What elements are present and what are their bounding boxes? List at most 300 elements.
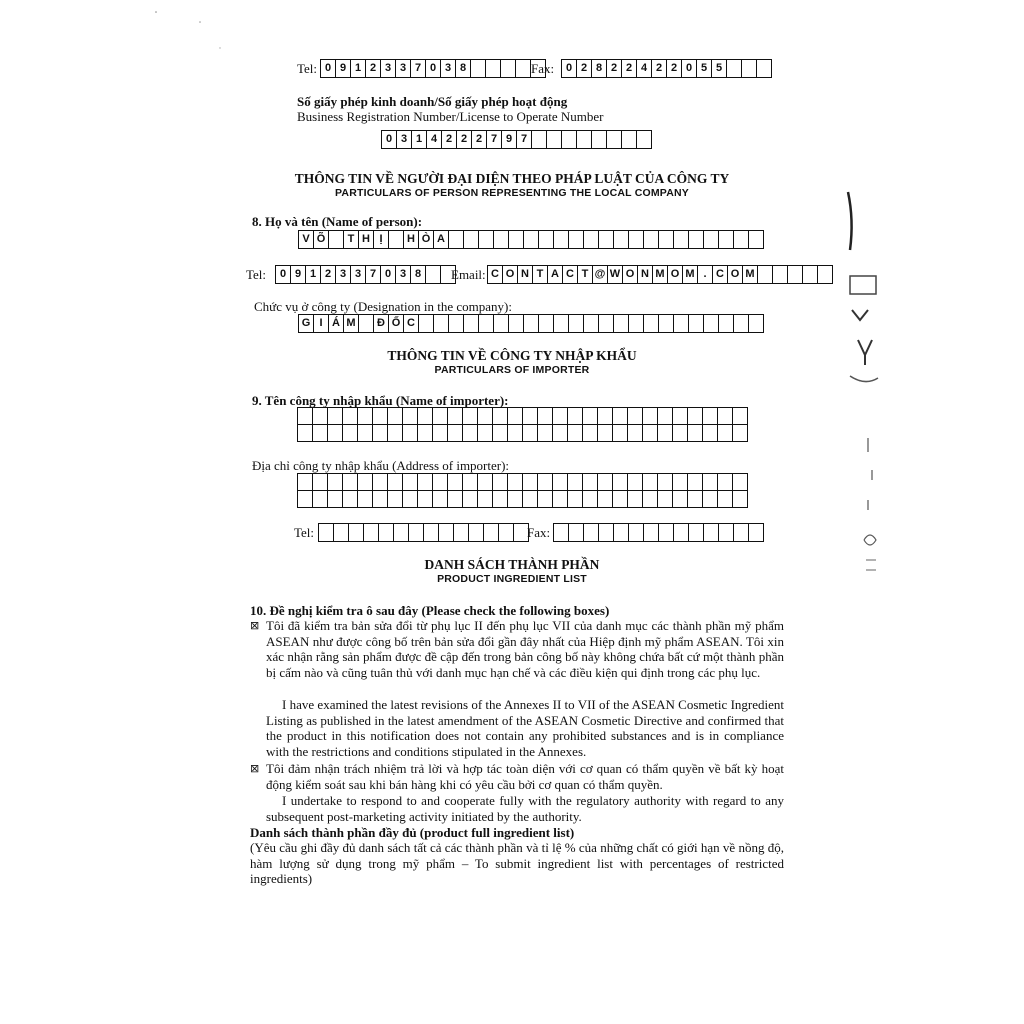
char-box[interactable]: 3 xyxy=(335,265,351,284)
grid-cell[interactable] xyxy=(732,490,748,508)
grid-cell[interactable] xyxy=(372,424,388,442)
char-box[interactable]: O xyxy=(667,265,683,284)
char-box[interactable]: 0 xyxy=(425,59,441,78)
char-box[interactable] xyxy=(468,523,484,542)
char-box[interactable] xyxy=(772,265,788,284)
char-box[interactable] xyxy=(493,230,509,249)
grid-cell[interactable] xyxy=(567,473,583,491)
grid-cell[interactable] xyxy=(312,473,328,491)
char-box[interactable] xyxy=(748,230,764,249)
char-box[interactable] xyxy=(613,314,629,333)
char-box[interactable]: 9 xyxy=(335,59,351,78)
char-box[interactable] xyxy=(515,59,531,78)
char-box[interactable]: 1 xyxy=(350,59,366,78)
char-box[interactable]: . xyxy=(697,265,713,284)
char-box[interactable] xyxy=(483,523,499,542)
char-box[interactable]: Á xyxy=(328,314,344,333)
grid-cell[interactable] xyxy=(402,407,418,425)
char-box[interactable]: 8 xyxy=(455,59,471,78)
char-box[interactable] xyxy=(583,314,599,333)
grid-cell[interactable] xyxy=(432,407,448,425)
char-box[interactable]: G xyxy=(298,314,314,333)
grid-cell[interactable] xyxy=(672,490,688,508)
grid-cell[interactable] xyxy=(522,424,538,442)
char-box[interactable]: C xyxy=(712,265,728,284)
char-box[interactable]: 7 xyxy=(486,130,502,149)
char-box[interactable] xyxy=(703,230,719,249)
char-box[interactable] xyxy=(363,523,379,542)
grid-cell[interactable] xyxy=(447,407,463,425)
grid-cell[interactable] xyxy=(492,490,508,508)
char-box[interactable] xyxy=(583,230,599,249)
grid-cell[interactable] xyxy=(462,424,478,442)
char-box[interactable] xyxy=(643,230,659,249)
grid-cell[interactable] xyxy=(687,407,703,425)
char-box[interactable] xyxy=(333,523,349,542)
char-box[interactable] xyxy=(628,523,644,542)
grid-cell[interactable] xyxy=(702,490,718,508)
char-box[interactable] xyxy=(500,59,516,78)
char-box[interactable]: M xyxy=(652,265,668,284)
char-box[interactable] xyxy=(568,230,584,249)
char-box[interactable]: 9 xyxy=(501,130,517,149)
char-box[interactable] xyxy=(478,314,494,333)
char-box[interactable]: C xyxy=(562,265,578,284)
grid-cell[interactable] xyxy=(597,407,613,425)
char-box[interactable] xyxy=(538,230,554,249)
char-box[interactable] xyxy=(636,130,652,149)
char-box[interactable]: O xyxy=(622,265,638,284)
char-box[interactable] xyxy=(378,523,394,542)
char-box[interactable]: M xyxy=(343,314,359,333)
grid-cell[interactable] xyxy=(387,424,403,442)
char-box[interactable]: 0 xyxy=(380,265,396,284)
grid-cell[interactable] xyxy=(447,424,463,442)
char-box[interactable]: 8 xyxy=(410,265,426,284)
char-box[interactable]: A xyxy=(547,265,563,284)
char-box[interactable]: Õ xyxy=(313,230,329,249)
grid-cell[interactable] xyxy=(567,490,583,508)
char-box[interactable] xyxy=(553,523,569,542)
grid-cell[interactable] xyxy=(342,407,358,425)
grid-cell[interactable] xyxy=(732,473,748,491)
grid-cell[interactable] xyxy=(732,424,748,442)
char-box[interactable]: 3 xyxy=(350,265,366,284)
char-box[interactable] xyxy=(508,314,524,333)
char-box[interactable]: 0 xyxy=(320,59,336,78)
char-box[interactable] xyxy=(508,230,524,249)
grid-cell[interactable] xyxy=(462,407,478,425)
char-box[interactable] xyxy=(423,523,439,542)
char-box[interactable]: 4 xyxy=(636,59,652,78)
char-box[interactable]: 2 xyxy=(651,59,667,78)
grid-cell[interactable] xyxy=(552,407,568,425)
char-box[interactable]: 7 xyxy=(410,59,426,78)
char-box[interactable] xyxy=(718,314,734,333)
char-box[interactable]: 5 xyxy=(711,59,727,78)
char-box[interactable] xyxy=(328,230,344,249)
char-box[interactable] xyxy=(523,314,539,333)
grid-cell[interactable] xyxy=(582,407,598,425)
char-box[interactable] xyxy=(523,230,539,249)
char-box[interactable] xyxy=(498,523,514,542)
char-box[interactable] xyxy=(478,230,494,249)
grid-cell[interactable] xyxy=(702,424,718,442)
char-box[interactable] xyxy=(673,314,689,333)
grid-cell[interactable] xyxy=(567,424,583,442)
grid-cell[interactable] xyxy=(357,473,373,491)
grid-cell[interactable] xyxy=(417,407,433,425)
grid-cell[interactable] xyxy=(717,424,733,442)
grid-cell[interactable] xyxy=(297,490,313,508)
grid-cell[interactable] xyxy=(312,407,328,425)
grid-cell[interactable] xyxy=(492,407,508,425)
char-box[interactable] xyxy=(613,230,629,249)
char-box[interactable]: 2 xyxy=(441,130,457,149)
designation-boxes[interactable] xyxy=(299,314,764,333)
char-box[interactable] xyxy=(598,230,614,249)
grid-cell[interactable] xyxy=(387,473,403,491)
char-box[interactable] xyxy=(643,523,659,542)
grid-cell[interactable] xyxy=(537,473,553,491)
char-box[interactable]: Ò xyxy=(418,230,434,249)
char-box[interactable] xyxy=(658,230,674,249)
grid-cell[interactable] xyxy=(627,424,643,442)
license-number-boxes[interactable] xyxy=(382,130,652,149)
grid-cell[interactable] xyxy=(507,490,523,508)
char-box[interactable]: A xyxy=(433,230,449,249)
grid-cell[interactable] xyxy=(402,424,418,442)
grid-cell[interactable] xyxy=(642,424,658,442)
grid-cell[interactable] xyxy=(507,424,523,442)
char-box[interactable] xyxy=(538,314,554,333)
grid-cell[interactable] xyxy=(297,473,313,491)
grid-cell[interactable] xyxy=(612,407,628,425)
char-box[interactable] xyxy=(348,523,364,542)
company-tel-boxes[interactable] xyxy=(321,59,546,78)
char-box[interactable] xyxy=(388,230,404,249)
char-box[interactable] xyxy=(448,314,464,333)
char-box[interactable] xyxy=(718,523,734,542)
char-box[interactable]: 1 xyxy=(305,265,321,284)
grid-cell[interactable] xyxy=(417,473,433,491)
importer-tel-boxes[interactable] xyxy=(319,523,529,542)
char-box[interactable] xyxy=(493,314,509,333)
char-box[interactable]: I xyxy=(313,314,329,333)
char-box[interactable] xyxy=(561,130,577,149)
grid-cell[interactable] xyxy=(552,473,568,491)
char-box[interactable] xyxy=(463,314,479,333)
char-box[interactable] xyxy=(673,230,689,249)
checkbox-1[interactable]: ⊠ xyxy=(250,619,260,632)
grid-cell[interactable] xyxy=(507,407,523,425)
grid-cell[interactable] xyxy=(627,407,643,425)
char-box[interactable] xyxy=(553,230,569,249)
char-box[interactable] xyxy=(621,130,637,149)
checkbox-2[interactable]: ⊠ xyxy=(250,762,260,775)
grid-cell[interactable] xyxy=(477,407,493,425)
grid-cell[interactable] xyxy=(717,490,733,508)
grid-cell[interactable] xyxy=(597,490,613,508)
char-box[interactable] xyxy=(733,230,749,249)
grid-cell[interactable] xyxy=(702,407,718,425)
grid-cell[interactable] xyxy=(657,407,673,425)
char-box[interactable] xyxy=(741,59,757,78)
char-box[interactable]: 1 xyxy=(411,130,427,149)
grid-cell[interactable] xyxy=(522,490,538,508)
char-box[interactable]: N xyxy=(517,265,533,284)
char-box[interactable] xyxy=(418,314,434,333)
char-box[interactable] xyxy=(568,523,584,542)
grid-cell[interactable] xyxy=(477,473,493,491)
importer-address-grid[interactable] xyxy=(297,473,747,507)
char-box[interactable] xyxy=(688,523,704,542)
grid-cell[interactable] xyxy=(477,490,493,508)
grid-cell[interactable] xyxy=(627,473,643,491)
grid-cell[interactable] xyxy=(657,490,673,508)
grid-cell[interactable] xyxy=(342,473,358,491)
grid-cell[interactable] xyxy=(507,473,523,491)
grid-cell[interactable] xyxy=(537,424,553,442)
grid-cell[interactable] xyxy=(432,490,448,508)
grid-cell[interactable] xyxy=(447,490,463,508)
char-box[interactable]: 0 xyxy=(681,59,697,78)
grid-cell[interactable] xyxy=(537,407,553,425)
char-box[interactable] xyxy=(433,314,449,333)
grid-cell[interactable] xyxy=(657,424,673,442)
char-box[interactable]: 2 xyxy=(666,59,682,78)
char-box[interactable] xyxy=(703,523,719,542)
char-box[interactable] xyxy=(408,523,424,542)
char-box[interactable]: H xyxy=(403,230,419,249)
company-fax-boxes[interactable] xyxy=(562,59,772,78)
grid-cell[interactable] xyxy=(327,407,343,425)
char-box[interactable] xyxy=(658,523,674,542)
char-box[interactable] xyxy=(718,230,734,249)
grid-cell[interactable] xyxy=(477,424,493,442)
grid-cell[interactable] xyxy=(297,424,313,442)
grid-cell[interactable] xyxy=(357,424,373,442)
grid-cell[interactable] xyxy=(417,424,433,442)
grid-cell[interactable] xyxy=(612,490,628,508)
char-box[interactable]: 3 xyxy=(395,265,411,284)
grid-cell[interactable] xyxy=(672,424,688,442)
grid-cell[interactable] xyxy=(672,473,688,491)
char-box[interactable]: W xyxy=(607,265,623,284)
char-box[interactable] xyxy=(606,130,622,149)
char-box[interactable]: 0 xyxy=(381,130,397,149)
char-box[interactable]: 2 xyxy=(471,130,487,149)
grid-cell[interactable] xyxy=(387,407,403,425)
char-box[interactable]: 2 xyxy=(365,59,381,78)
char-box[interactable] xyxy=(393,523,409,542)
person-email-boxes[interactable] xyxy=(488,265,833,284)
grid-cell[interactable] xyxy=(597,424,613,442)
char-box[interactable] xyxy=(673,523,689,542)
char-box[interactable] xyxy=(583,523,599,542)
char-box[interactable] xyxy=(733,314,749,333)
grid-cell[interactable] xyxy=(627,490,643,508)
importer-name-grid[interactable] xyxy=(297,407,747,441)
grid-cell[interactable] xyxy=(462,490,478,508)
grid-cell[interactable] xyxy=(537,490,553,508)
grid-cell[interactable] xyxy=(702,473,718,491)
char-box[interactable]: 9 xyxy=(290,265,306,284)
grid-cell[interactable] xyxy=(642,490,658,508)
char-box[interactable] xyxy=(470,59,486,78)
char-box[interactable]: Ố xyxy=(388,314,404,333)
char-box[interactable]: 5 xyxy=(696,59,712,78)
char-box[interactable] xyxy=(643,314,659,333)
grid-cell[interactable] xyxy=(732,407,748,425)
grid-cell[interactable] xyxy=(657,473,673,491)
char-box[interactable] xyxy=(802,265,818,284)
grid-cell[interactable] xyxy=(447,473,463,491)
grid-cell[interactable] xyxy=(342,490,358,508)
char-box[interactable]: 2 xyxy=(576,59,592,78)
person-name-boxes[interactable] xyxy=(299,230,764,249)
grid-cell[interactable] xyxy=(717,473,733,491)
char-box[interactable] xyxy=(485,59,501,78)
grid-cell[interactable] xyxy=(522,407,538,425)
char-box[interactable]: 7 xyxy=(516,130,532,149)
char-box[interactable]: 3 xyxy=(396,130,412,149)
char-box[interactable]: T xyxy=(343,230,359,249)
char-box[interactable] xyxy=(628,314,644,333)
char-box[interactable]: 7 xyxy=(365,265,381,284)
char-box[interactable]: M xyxy=(742,265,758,284)
char-box[interactable]: 2 xyxy=(456,130,472,149)
char-box[interactable] xyxy=(757,265,773,284)
char-box[interactable]: 0 xyxy=(275,265,291,284)
char-box[interactable] xyxy=(598,314,614,333)
char-box[interactable]: 3 xyxy=(380,59,396,78)
grid-cell[interactable] xyxy=(312,490,328,508)
grid-cell[interactable] xyxy=(372,490,388,508)
grid-cell[interactable] xyxy=(297,407,313,425)
grid-cell[interactable] xyxy=(597,473,613,491)
grid-cell[interactable] xyxy=(582,490,598,508)
grid-cell[interactable] xyxy=(372,407,388,425)
grid-cell[interactable] xyxy=(402,490,418,508)
char-box[interactable]: V xyxy=(298,230,314,249)
char-box[interactable] xyxy=(425,265,441,284)
char-box[interactable]: M xyxy=(682,265,698,284)
char-box[interactable]: O xyxy=(502,265,518,284)
char-box[interactable]: 0 xyxy=(561,59,577,78)
grid-cell[interactable] xyxy=(642,473,658,491)
char-box[interactable] xyxy=(453,523,469,542)
grid-cell[interactable] xyxy=(402,473,418,491)
char-box[interactable] xyxy=(628,230,644,249)
char-box[interactable] xyxy=(748,523,764,542)
grid-cell[interactable] xyxy=(522,473,538,491)
char-box[interactable] xyxy=(576,130,592,149)
char-box[interactable] xyxy=(703,314,719,333)
char-box[interactable]: 2 xyxy=(621,59,637,78)
char-box[interactable] xyxy=(613,523,629,542)
char-box[interactable]: C xyxy=(403,314,419,333)
grid-cell[interactable] xyxy=(687,424,703,442)
char-box[interactable]: 2 xyxy=(320,265,336,284)
char-box[interactable]: Ị xyxy=(373,230,389,249)
grid-cell[interactable] xyxy=(312,424,328,442)
char-box[interactable]: 3 xyxy=(395,59,411,78)
char-box[interactable]: 8 xyxy=(591,59,607,78)
grid-cell[interactable] xyxy=(357,490,373,508)
char-box[interactable] xyxy=(598,523,614,542)
char-box[interactable]: 3 xyxy=(440,59,456,78)
grid-cell[interactable] xyxy=(612,424,628,442)
grid-cell[interactable] xyxy=(327,490,343,508)
grid-cell[interactable] xyxy=(432,473,448,491)
char-box[interactable] xyxy=(568,314,584,333)
grid-cell[interactable] xyxy=(717,407,733,425)
char-box[interactable] xyxy=(756,59,772,78)
importer-fax-boxes[interactable] xyxy=(554,523,764,542)
grid-cell[interactable] xyxy=(462,473,478,491)
char-box[interactable] xyxy=(733,523,749,542)
grid-cell[interactable] xyxy=(582,473,598,491)
char-box[interactable] xyxy=(688,230,704,249)
char-box[interactable]: T xyxy=(532,265,548,284)
grid-cell[interactable] xyxy=(387,490,403,508)
grid-cell[interactable] xyxy=(552,424,568,442)
grid-cell[interactable] xyxy=(687,473,703,491)
grid-cell[interactable] xyxy=(327,424,343,442)
char-box[interactable] xyxy=(546,130,562,149)
char-box[interactable] xyxy=(531,130,547,149)
char-box[interactable] xyxy=(726,59,742,78)
grid-cell[interactable] xyxy=(372,473,388,491)
grid-cell[interactable] xyxy=(552,490,568,508)
char-box[interactable] xyxy=(688,314,704,333)
char-box[interactable]: O xyxy=(727,265,743,284)
char-box[interactable] xyxy=(318,523,334,542)
grid-cell[interactable] xyxy=(612,473,628,491)
char-box[interactable]: @ xyxy=(592,265,608,284)
char-box[interactable] xyxy=(438,523,454,542)
char-box[interactable] xyxy=(787,265,803,284)
grid-cell[interactable] xyxy=(492,424,508,442)
grid-cell[interactable] xyxy=(687,490,703,508)
char-box[interactable]: Đ xyxy=(373,314,389,333)
grid-cell[interactable] xyxy=(342,424,358,442)
char-box[interactable]: T xyxy=(577,265,593,284)
char-box[interactable] xyxy=(463,230,479,249)
grid-cell[interactable] xyxy=(327,473,343,491)
char-box[interactable] xyxy=(358,314,374,333)
char-box[interactable] xyxy=(553,314,569,333)
grid-cell[interactable] xyxy=(357,407,373,425)
grid-cell[interactable] xyxy=(492,473,508,491)
char-box[interactable] xyxy=(658,314,674,333)
person-tel-boxes[interactable] xyxy=(276,265,456,284)
char-box[interactable]: 4 xyxy=(426,130,442,149)
char-box[interactable] xyxy=(591,130,607,149)
grid-cell[interactable] xyxy=(432,424,448,442)
grid-cell[interactable] xyxy=(672,407,688,425)
char-box[interactable]: 2 xyxy=(606,59,622,78)
grid-cell[interactable] xyxy=(567,407,583,425)
char-box[interactable] xyxy=(448,230,464,249)
grid-cell[interactable] xyxy=(582,424,598,442)
char-box[interactable]: H xyxy=(358,230,374,249)
char-box[interactable] xyxy=(748,314,764,333)
grid-cell[interactable] xyxy=(642,407,658,425)
grid-cell[interactable] xyxy=(417,490,433,508)
char-box[interactable]: C xyxy=(487,265,503,284)
